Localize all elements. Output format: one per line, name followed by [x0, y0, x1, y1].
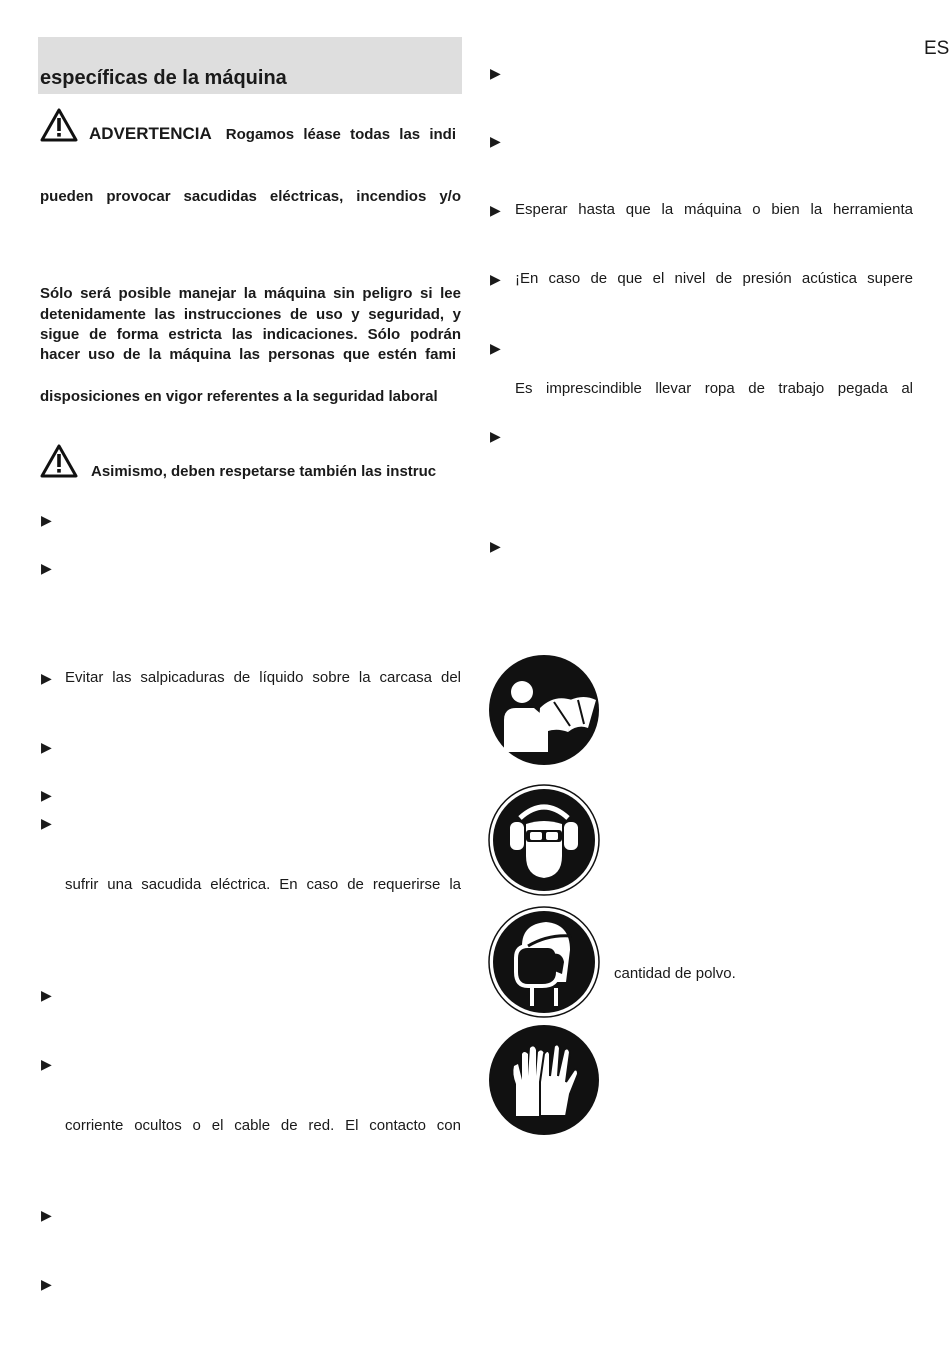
bullet-arrow-icon: ▶ [490, 428, 501, 444]
work-clothing-text: Es imprescindible llevar ropa de trabajo pegada al [515, 380, 913, 397]
warning-triangle-icon [40, 444, 78, 478]
bullet-arrow-icon: ▶ [41, 787, 52, 803]
warning-text: Rogamos léase todas las indi [225, 126, 456, 143]
section-header [38, 37, 462, 94]
electric-shock-text: sufrir una sacudida eléctrica. En caso de requerirse la [65, 876, 461, 893]
bullet-arrow-icon: ▶ [41, 1276, 52, 1292]
bullet-arrow-icon: ▶ [41, 1207, 52, 1223]
ear-eye-protection-pictogram [488, 784, 600, 896]
safe-use-line-4: hacer uso de la máquina las personas que estén fami [40, 346, 456, 363]
safe-use-line-3: sigue de forma estricta las indicaciones. Sólo podrán [40, 326, 461, 343]
language-code: ES [924, 38, 950, 59]
bullet-arrow-icon: ▶ [490, 65, 501, 81]
warning-triangle-icon [40, 108, 78, 142]
dust-mask-pictogram [488, 906, 600, 1018]
bullet-arrow-icon: ▶ [41, 739, 52, 755]
bullet-arrow-icon: ▶ [41, 987, 52, 1003]
bullet-arrow-icon: ▶ [490, 202, 501, 218]
regulations-line: disposiciones en vigor referentes a la seguridad laboral [40, 388, 438, 405]
bullet-arrow-icon: ▶ [41, 560, 52, 576]
wait-machine-text: Esperar hasta que la máquina o bien la herramienta [515, 201, 913, 218]
noise-level-text: ¡En caso de que el nivel de presión acústica supere [515, 270, 913, 287]
liquid-splash-text: Evitar las salpicaduras de líquido sobre la carcasa del [65, 669, 461, 686]
bullet-arrow-icon: ▶ [490, 271, 501, 287]
bullet-arrow-icon: ▶ [41, 1056, 52, 1072]
safe-use-line-2: detenidamente las instrucciones de uso y seguridad, y [40, 306, 461, 323]
bullet-arrow-icon: ▶ [490, 538, 501, 554]
also-respect-line: Asimismo, deben respetarse también las instruc [91, 463, 437, 480]
warning-continued-line: pueden provocar sacudidas eléctricas, incendios y/o [40, 188, 461, 205]
warning-line [89, 124, 456, 145]
bullet-arrow-icon: ▶ [490, 133, 501, 149]
hidden-cables-text: corriente ocultos o el cable de red. El contacto con [65, 1117, 461, 1134]
bullet-arrow-icon: ▶ [41, 670, 52, 686]
gloves-pictogram [488, 1024, 600, 1136]
bullet-arrow-icon: ▶ [41, 815, 52, 831]
read-manual-pictogram [488, 654, 600, 766]
safe-use-line-1: Sólo será posible manejar la máquina sin peligro si lee [40, 285, 461, 302]
section-title: específicas de la máquina [40, 67, 287, 89]
dust-caption: cantidad de polvo. [614, 965, 736, 982]
bullet-arrow-icon: ▶ [41, 512, 52, 528]
bullet-arrow-icon: ▶ [490, 340, 501, 356]
warning-label: ADVERTENCIA [89, 124, 212, 143]
